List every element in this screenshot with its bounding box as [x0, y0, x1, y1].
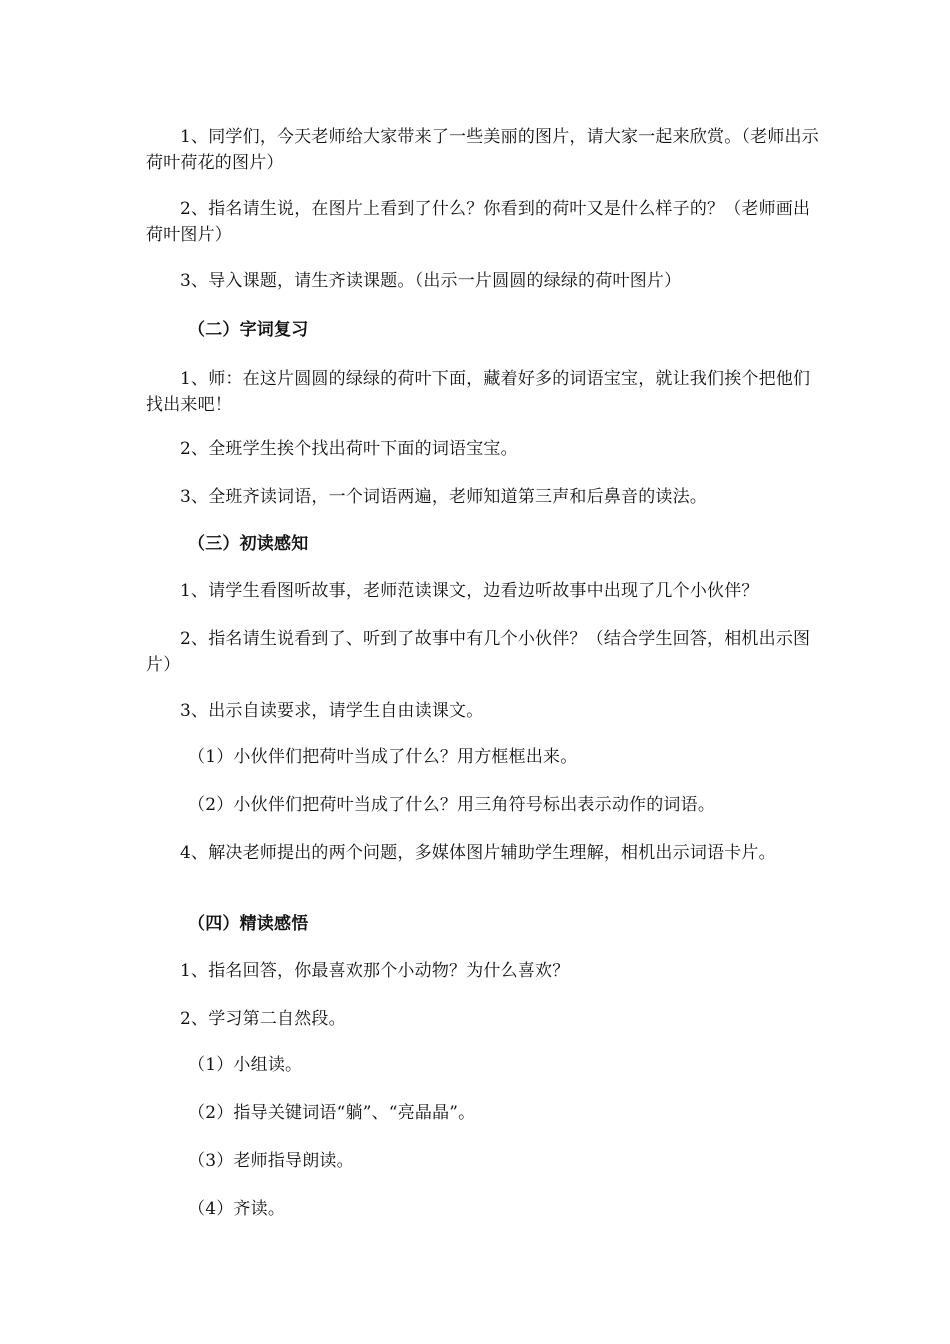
paragraph-reading-3: 3、出示自读要求，请学生自由读课文。	[180, 701, 484, 721]
paragraph-close-step-3: （3）老师指导朗读。	[188, 1151, 354, 1171]
paragraph-vocab-1: 1、师：在这片圆圆的绿绿的荷叶下面，藏着好多的词语宝宝，就让我们挨个把他们找出来吧！	[146, 369, 811, 415]
paragraph-reading-1: 1、请学生看图听故事，老师范读课文，边看边听故事中出现了几个小伙伴？	[180, 581, 759, 601]
section-heading-first-reading: （三）初读感知	[188, 534, 309, 554]
paragraph-intro-1: 1、同学们，今天老师给大家带来了一些美丽的图片，请大家一起来欣赏。（老师出示荷叶荷花的图片）	[146, 127, 819, 173]
paragraph-reading-4: 4、解决老师提出的两个问题，多媒体图片辅助学生理解，相机出示词语卡片。	[180, 843, 776, 863]
paragraph-close-1: 1、指名回答，你最喜欢那个小动物？为什么喜欢？	[180, 961, 570, 981]
paragraph-reading-question-1: （1）小伙伴们把荷叶当成了什么？用方框框出来。	[188, 747, 578, 767]
paragraph-close-step-2: （2）指导关键词语“躺”、“亮晶晶”。	[188, 1103, 476, 1123]
paragraph-intro-2: 2、指名请生说，在图片上看到了什么？你看到的荷叶又是什么样子的？（老师画出荷叶图片）	[146, 199, 811, 245]
paragraph-vocab-2: 2、全班学生挨个找出荷叶下面的词语宝宝。	[180, 439, 518, 459]
paragraph-reading-question-2: （2）小伙伴们把荷叶当成了什么？用三角符号标出表示动作的词语。	[188, 795, 716, 815]
section-heading-close-reading: （四）精读感悟	[188, 914, 309, 934]
paragraph-reading-2: 2、指名请生说看到了、听到了故事中有几个小伙伴？（结合学生回答，相机出示图片）	[146, 629, 811, 675]
paragraph-close-step-1: （1）小组读。	[188, 1055, 303, 1075]
paragraph-vocab-3: 3、全班齐读词语，一个词语两遍，老师知道第三声和后鼻音的读法。	[180, 487, 708, 507]
paragraph-intro-3: 3、导入课题，请生齐读课题。（出示一片圆圆的绿绿的荷叶图片）	[180, 271, 682, 291]
section-heading-vocab-review: （二）字词复习	[188, 320, 309, 340]
paragraph-close-step-4: （4）齐读。	[188, 1199, 286, 1219]
paragraph-close-2: 2、学习第二自然段。	[180, 1009, 346, 1029]
